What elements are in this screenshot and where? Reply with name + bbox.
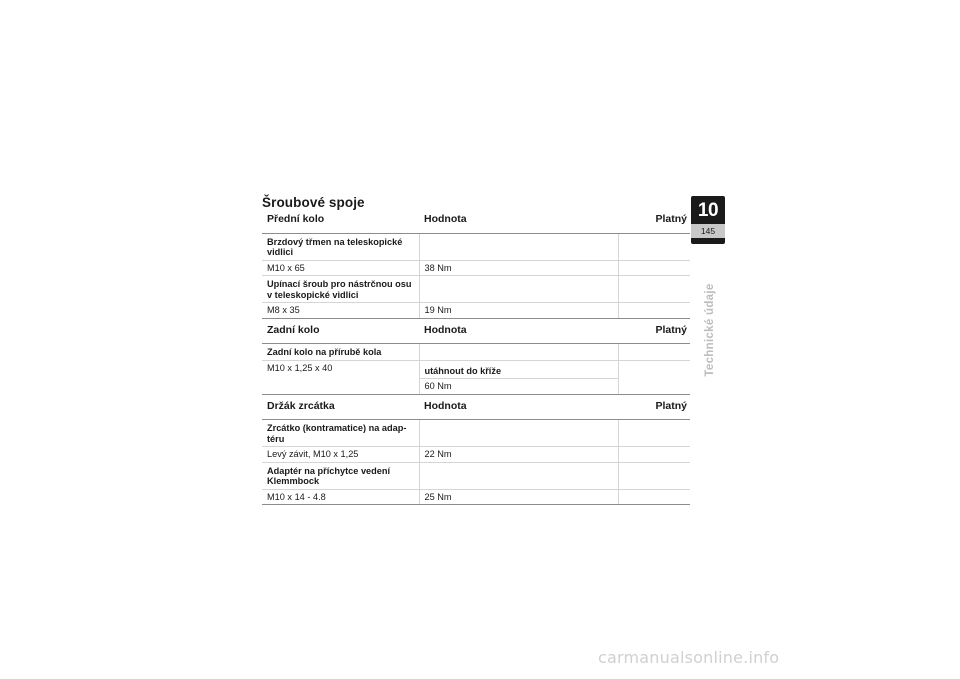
section-header-rear-wheel xyxy=(262,318,690,344)
table-row xyxy=(262,233,690,260)
column-header-item: Držák zrcátka xyxy=(262,394,419,420)
thread-size: Levý závit, M10 x 1,25 xyxy=(262,447,419,463)
torque-value: 60 Nm xyxy=(419,379,618,395)
column-header-valid: Platný xyxy=(618,318,690,344)
group-title: Zadní kolo na přírubě kola xyxy=(262,344,419,361)
chapter-side-label xyxy=(690,275,730,385)
column-header-item: Přední kolo xyxy=(262,208,419,233)
table-row xyxy=(262,344,690,361)
column-header-item: Zadní kolo xyxy=(262,318,419,344)
valid-cell xyxy=(618,489,690,505)
group-title: Brzdový třmen na teleskopické vidlici xyxy=(262,233,419,260)
valid-cell xyxy=(618,276,690,303)
valid-cell xyxy=(618,420,690,447)
section-header-front-wheel xyxy=(262,208,690,233)
torque-value: 38 Nm xyxy=(419,260,618,276)
value-cell xyxy=(419,344,618,361)
valid-cell xyxy=(618,260,690,276)
group-title: Upínací šroub pro nástrčnou osu v teleskopické vidlici xyxy=(262,276,419,303)
table-row xyxy=(262,447,690,463)
torque-value: 22 Nm xyxy=(419,447,618,463)
torque-value: 25 Nm xyxy=(419,489,618,505)
table-row xyxy=(262,360,690,379)
value-cell xyxy=(419,462,618,489)
group-title: Adaptér na příchytce vedení Klemmbock xyxy=(262,462,419,489)
valid-cell xyxy=(618,303,690,319)
column-header-value: Hodnota xyxy=(419,318,618,344)
column-header-valid: Platný xyxy=(618,394,690,420)
page-number: 145 xyxy=(691,224,725,238)
column-header-value: Hodnota xyxy=(419,394,618,420)
valid-cell xyxy=(618,344,690,361)
table-row xyxy=(262,462,690,489)
table-row xyxy=(262,276,690,303)
valid-cell xyxy=(618,233,690,260)
torque-table xyxy=(262,208,690,505)
column-header-valid: Platný xyxy=(618,208,690,233)
value-cell xyxy=(419,420,618,447)
valid-cell xyxy=(618,462,690,489)
value-cell xyxy=(419,276,618,303)
table-row xyxy=(262,489,690,505)
watermark: carmanualsonline.info xyxy=(598,648,780,667)
thread-size: M10 x 14 - 4.8 xyxy=(262,489,419,505)
thread-size: M10 x 65 xyxy=(262,260,419,276)
section-header-mirror-holder xyxy=(262,394,690,420)
valid-cell xyxy=(618,360,690,394)
torque-value: 19 Nm xyxy=(419,303,618,319)
valid-cell xyxy=(618,447,690,463)
table-row xyxy=(262,303,690,319)
group-title: Zrcátko (kontramatice) na adap-téru xyxy=(262,420,419,447)
thread-size: M10 x 1,25 x 40 xyxy=(262,360,419,394)
table-row xyxy=(262,420,690,447)
chapter-title: Technické údaje xyxy=(704,283,716,377)
thread-size: M8 x 35 xyxy=(262,303,419,319)
value-cell xyxy=(419,233,618,260)
chapter-number: 10 xyxy=(697,200,719,221)
table-row xyxy=(262,260,690,276)
column-header-value: Hodnota xyxy=(419,208,618,233)
torque-instruction: utáhnout do kříže xyxy=(419,360,618,379)
page-heading: Šroubové spoje xyxy=(262,195,365,210)
